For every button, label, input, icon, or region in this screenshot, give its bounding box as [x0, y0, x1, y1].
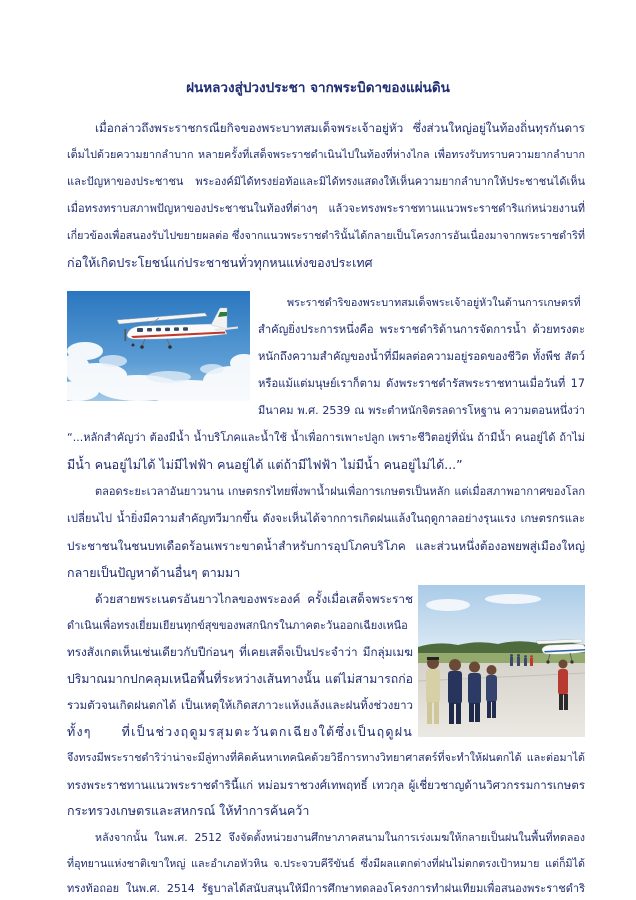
paragraph-1-line-5: เกี่ยวข้องเพื่อสนองรับไปขยายผลต่อ ซึ่งจากแนวพระราชดำรินั้นได้กลายเป็นโครงการอันเนื่องมาจากพระราชดำริที่ — [67, 229, 585, 242]
paragraph-5-line-1: หลังจากนั้น ในพ.ศ. 2512 จึงจัดตั้งหน่วยงานศึกษาภาคสนามในการเร่งเมฆให้กลายเป็นฝนในพื้นที่ทดลอง — [95, 831, 585, 844]
paragraph-4-line-6: ทั้งๆ ที่เป็นช่วงฤดูมรสุมตะวันตกเฉียงใต้ซึ่งเป็นฤดูฝน — [67, 724, 413, 739]
paragraph-1-line-6: ก่อให้เกิดประโยชน์แก่ประชาชนทั่วทุกหนแห่งของประเทศ — [67, 255, 373, 270]
paragraph-3-line-3: ประชาชนในชนบทเดือดร้อนเพราะขาดน้ำสำหรับการอุปโภคบริโภค และส่วนหนึ่งต้องอพยพสู่เมืองใหญ่ — [67, 539, 585, 553]
paragraph-5-line-2: ที่อุทยานแห่งชาติเขาใหญ่ และอำเภอหัวหิน จ.ประจวบคีรีขันธ์ ซึ่งมีผลแตกต่างที่ฝนไม่ตกตรงเป้าหมาย แต่ก็มิได้ — [67, 857, 585, 870]
paragraph-3-line-4: กลายเป็นปัญหาด้านอื่นๆ ตามมา — [67, 565, 241, 580]
paragraph-3-line-2: เปลี่ยนไป น้ำยิ่งมีความสำคัญทวีมากขึ้น ดังจะเห็นได้จากการเกิดฝนแล้งในฤดูกาลอย่างรุนแรง เกษตรกรและ — [67, 512, 585, 525]
royal-quote-line-2: มีน้ำ คนอยู่ไม่ได้ ไม่มีไฟฟ้า คนอยู่ได้ แต่ถ้ามีไฟฟ้า ไม่มีน้ำ คนอยู่ไม่ได้...” — [67, 457, 463, 472]
paragraph-2-line-2: สำคัญยิ่งประการหนึ่งคือ พระราชดำริด้านการจัดการน้ำ ด้วยทรงตะ — [258, 323, 585, 336]
document-title: ฝนหลวงสู่ปวงประชา จากพระบิดาของแผ่นดิน — [186, 80, 450, 96]
paragraph-2-line-3: หนักถึงความสำคัญของน้ำที่มีผลต่อความอยู่รอดของชีวิต ทั้งพืช สัตว์ — [258, 350, 585, 363]
royal-quote-line-1: “...หลักสำคัญว่า ต้องมีน้ำ น้ำบริโภคและน้ำใช้ น้ำเพื่อการเพาะปลูก เพราะชีวิตอยู่ที่นั่น ถ้ามีน้ำ คนอยู่ได้ ถ้าไม่ — [67, 431, 585, 444]
paragraph-2-line-1: พระราชดำริของพระบาทสมเด็จพระเจ้าอยู่หัวในด้านการเกษตรที่ — [287, 296, 581, 309]
paragraph-4-line-7: จึงทรงมีพระราชดำริว่าน่าจะมีลู่ทางที่คิดค้นหาเทคนิคด้วยวิธีการทางวิทยาศาสตร์ที่จะทำให้ฝนตกได้ และต่อมาได้ — [67, 751, 585, 764]
paragraph-4-line-5: รวมตัวจนเกิดฝนตกได้ เป็นเหตุให้เกิดสภาวะแห้งแล้งและฝนทิ้งช่วงยาว — [67, 698, 413, 712]
airfield-photo — [418, 585, 585, 737]
paragraph-4-line-2: ดำเนินเพื่อทรงเยี่ยมเยียนทุกข์สุขของพสกนิกรในภาคตะวันออกเฉียงเหนือ — [67, 619, 408, 632]
paragraph-5-line-3: ทรงท้อถอย ในพ.ศ. 2514 รัฐบาลได้สนับสนุนให้มีการศึกษาทดลองโครงการทำฝนเทียมเพื่อสนองพระราชดำริ — [67, 882, 585, 895]
paragraph-2-line-4: หรือแม้แต่มนุษย์เราก็ตาม ดังพระราชดำรัสพระราชทานเมื่อวันที่ 17 — [258, 377, 585, 390]
paragraph-4-line-9: กระทรวงเกษตรและสหกรณ์ ให้ทำการค้นคว้า — [67, 803, 310, 818]
paragraph-4-line-1: ด้วยสายพระเนตรอันยาวไกลของพระองค์ ครั้งเมื่อเสด็จพระราช — [95, 592, 413, 606]
paragraph-4-line-3: ทรงสังเกตเห็นเช่นเดียวกับปีก่อนๆ ที่เคยเสด็จเป็นประจำว่า มีกลุ่มเมฆ — [67, 645, 413, 659]
paragraph-2-line-5: มีนาคม พ.ศ. 2539 ณ พระตำหนักจิตรลดารโหฐาน ความตอนหนึ่งว่า — [258, 404, 585, 417]
paragraph-1-line-1: เมื่อกล่าวถึงพระราชกรณียกิจของพระบาทสมเด็จพระเจ้าอยู่หัว ซึ่งส่วนใหญ่อยู่ในท้องถิ่นทุรกันดาร — [95, 121, 585, 135]
paragraph-3-line-1: ตลอดระยะเวลาอันยาวนาน เกษตรกรไทยพึ่งพาน้ำฝนเพื่อการเกษตรเป็นหลัก แต่เมื่อสภาพอากาศของโลก — [95, 485, 585, 498]
paragraph-4-line-8: ทรงพระราชทานแนวพระราชดำรินี้แก่ หม่อมราชวงศ์เทพฤทธิ์ เทวกุล ผู้เชี่ยวชาญด้านวิศวกรรมการเกษตร — [67, 778, 585, 792]
paragraph-1-line-4: เมื่อทรงทราบสภาพปัญหาของประชาชนในท้องที่ต่างๆ แล้วจะทรงพระราชทานแนวพระราชดำริแก่หน่วยงานที่ — [67, 202, 585, 215]
paragraph-1-line-2: เต็มไปด้วยความยากลำบาก หลายครั้งที่เสด็จพระราชดำเนินไปในท้องที่ห่างไกล เพื่อทรงรับทราบความยากลำบาก — [67, 148, 585, 161]
aircraft-photo — [67, 291, 250, 401]
paragraph-4-line-4: ปริมาณมากปกคลุมเหนือพื้นที่ระหว่างเส้นทางนั้น แต่ไม่สามารถก่อ — [67, 672, 413, 686]
paragraph-1-line-3: และปัญหาของประชาชน พระองค์มิได้ทรงย่อท้อและมิได้ทรงแสดงให้เห็นความยากลำบากให้ประชาชนได้เห็น — [67, 175, 585, 188]
